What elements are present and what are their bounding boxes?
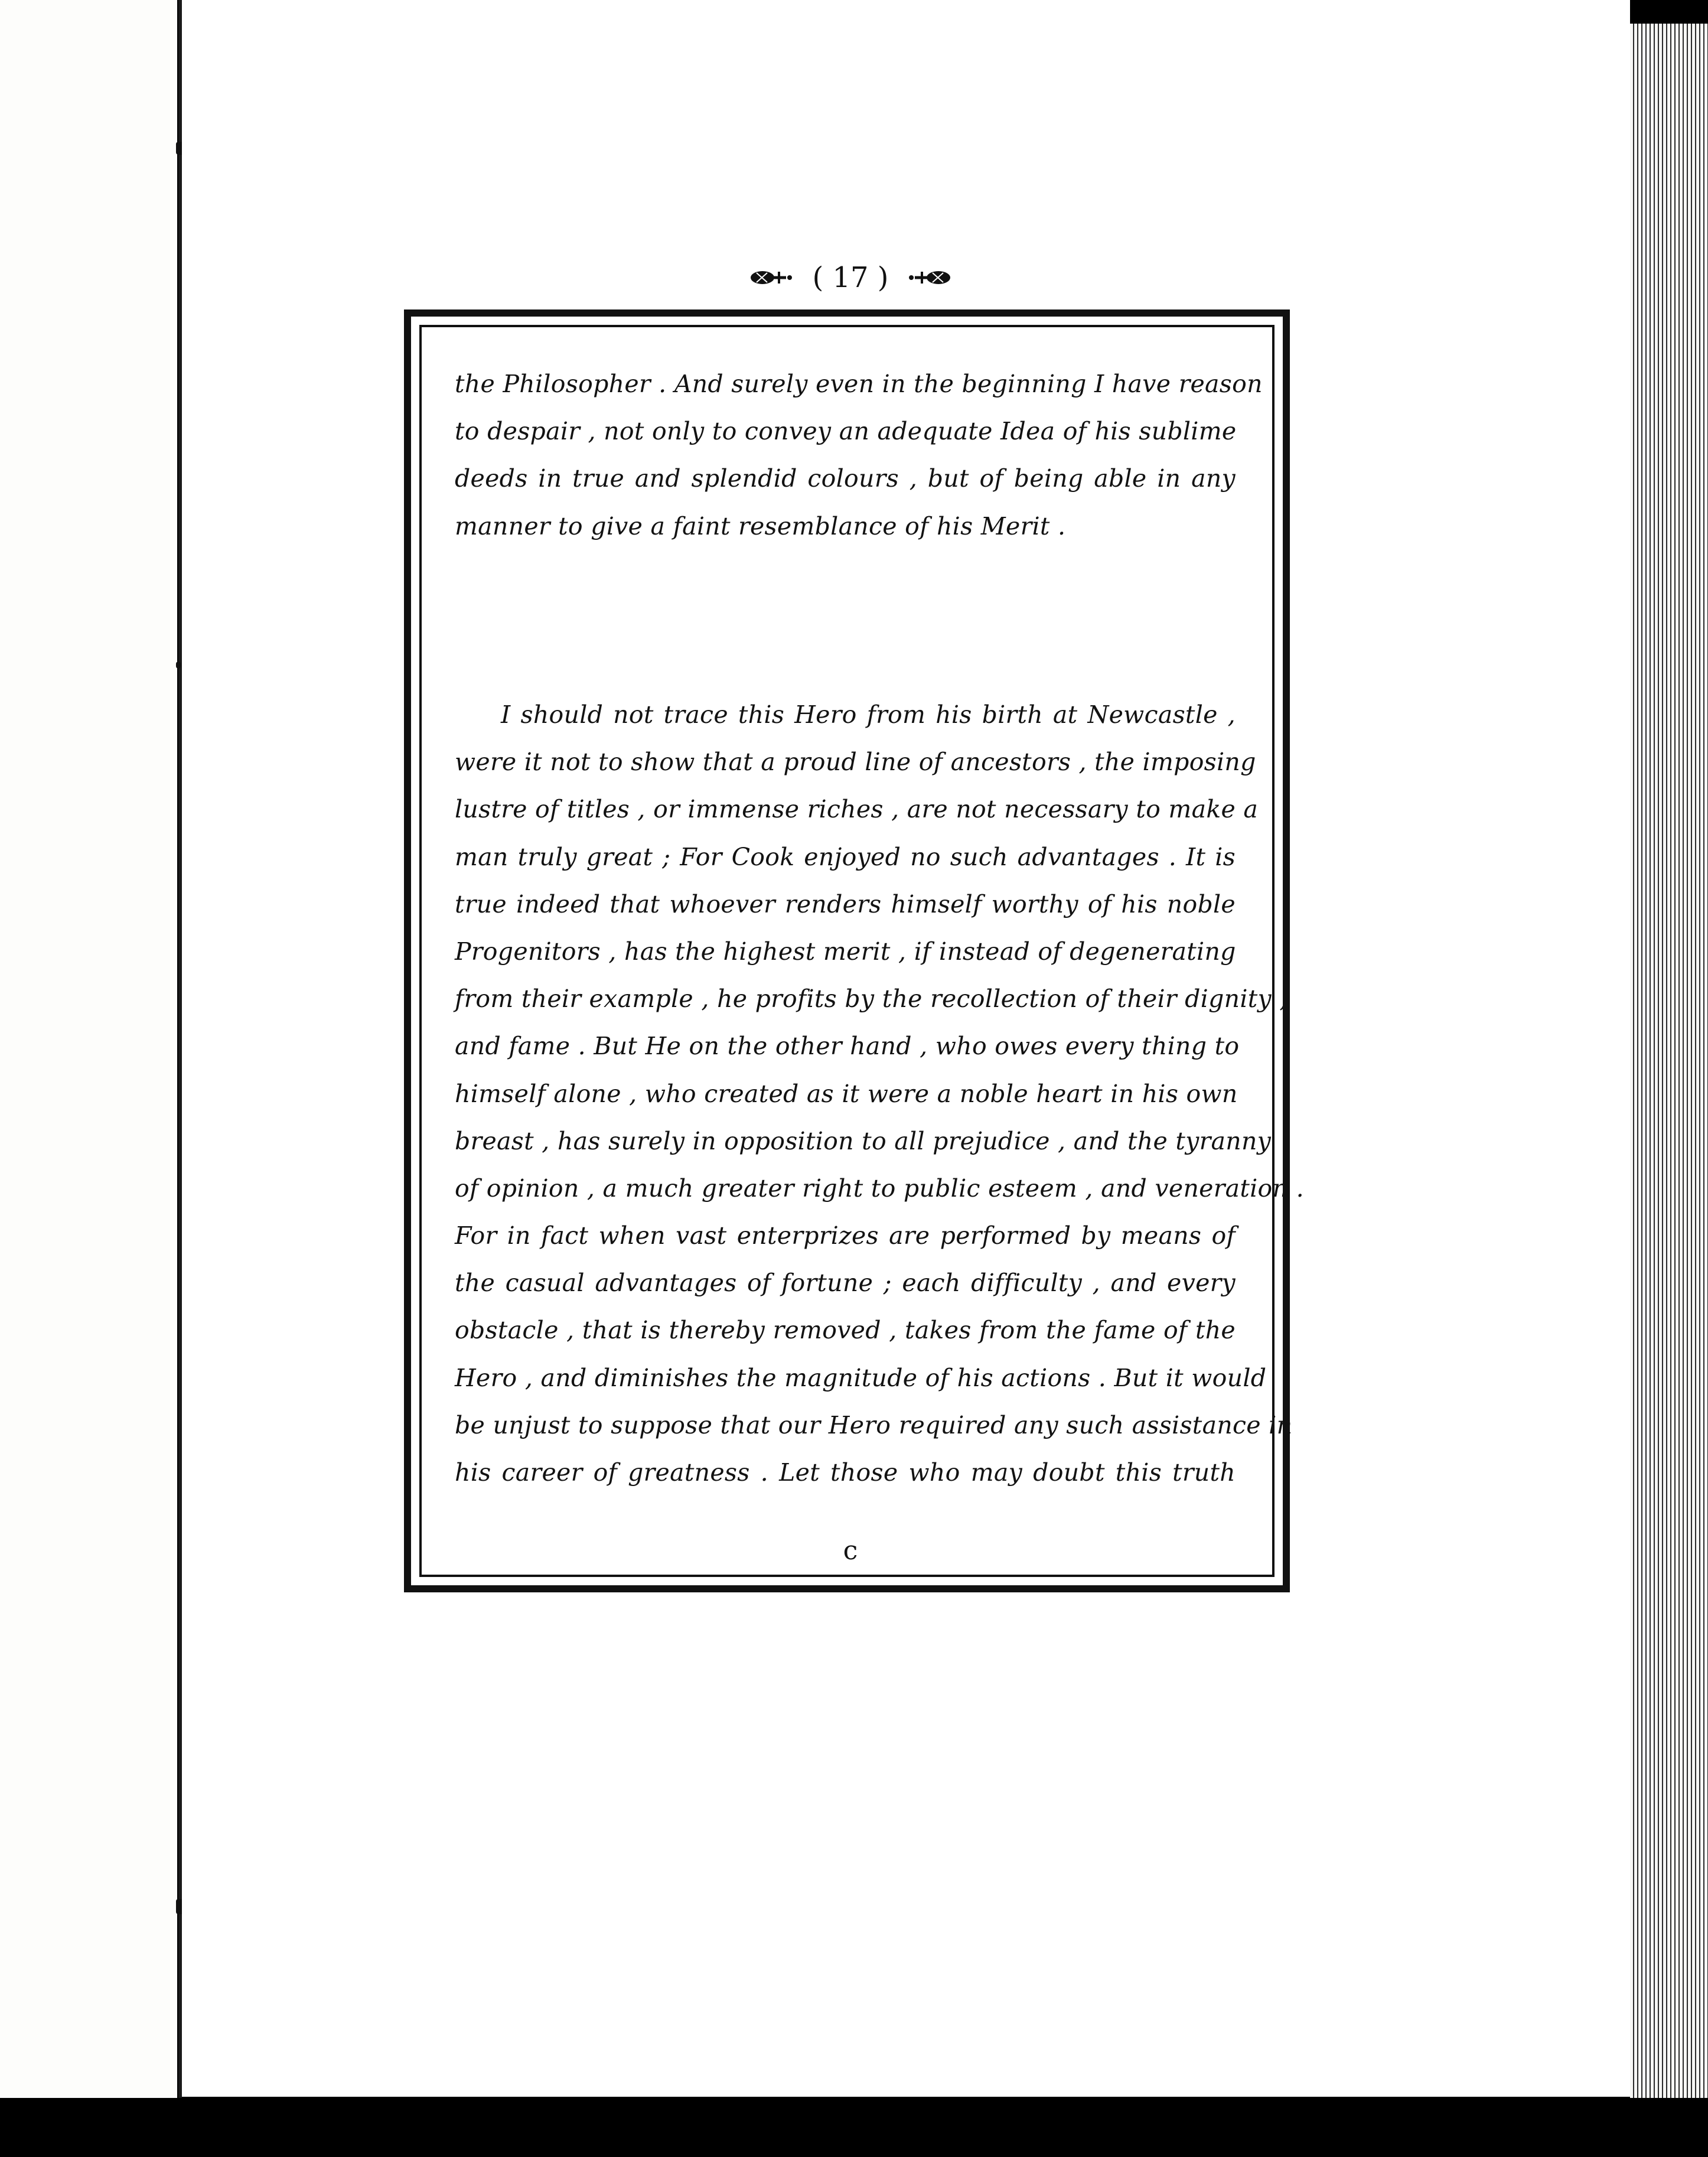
text-line: his career of greatness . Let those who may doubt this truth — [455, 1458, 1236, 1487]
text-line: the casual advantages of fortune ; each difficulty , and every — [455, 1269, 1236, 1298]
text-line: the Philosopher . And surely even in the beginning I have reason — [455, 370, 1263, 398]
text-line: obstacle , that is thereby removed , takes from the fame of the — [455, 1316, 1236, 1345]
text-line: lustre of titles , or immense riches , are not necessary to make a — [455, 795, 1259, 824]
left-ornament-icon — [749, 266, 803, 289]
text-line: were it not to show that a proud line of ancestors , the imposing — [455, 748, 1256, 777]
text-line: manner to give a faint resemblance of his Merit . — [455, 511, 1066, 540]
text-line: to despair , not only to convey an adequate Idea of his sublime — [455, 417, 1237, 446]
text-line: man truly great ; For Cook enjoyed no such advantages . It is — [455, 842, 1236, 871]
page-number: ( 17 ) — [812, 261, 889, 294]
text-line: from their example , he profits by the recollection of their dignity , — [455, 985, 1287, 1014]
text-line: For in fact when vast enterprizes are performed by means of — [455, 1221, 1236, 1250]
text-line: Progenitors , has the highest merit , if instead of degenerating — [455, 937, 1236, 966]
right-ornament-icon — [898, 266, 951, 289]
page-stack-top — [1630, 0, 1708, 24]
gutter-mark — [176, 662, 181, 669]
text-line: deeds in true and splendid colours , but of being able in any — [455, 464, 1236, 493]
text-line: I should not trace this Hero from his birth at Newcastle , — [501, 700, 1236, 729]
paragraph-2 — [455, 691, 1304, 1496]
text-line: be unjust to suppose that our Hero required any such assistance in — [455, 1410, 1293, 1439]
text-line: of opinion , a much greater right to public esteem , and veneration . — [455, 1174, 1304, 1203]
scan-bottom-border — [0, 2098, 1708, 2157]
text-line: Hero , and diminishes the magnitude of his actions . But it would — [455, 1363, 1267, 1392]
text-line: and fame . But He on the other hand , who owes every thing to — [455, 1032, 1240, 1061]
page-stack-edges — [1630, 0, 1708, 2157]
paragraph-1 — [455, 360, 1263, 550]
previous-page-edge — [0, 0, 177, 2098]
text-line: true indeed that whoever renders himself worthy of his noble — [455, 889, 1236, 918]
text-line: himself alone , who created as it were a noble heart in his own — [455, 1079, 1238, 1108]
text-line: breast , has surely in opposition to all prejudice , and the tyranny — [455, 1126, 1272, 1155]
running-head — [732, 254, 969, 301]
signature-mark: c — [843, 1536, 858, 1566]
